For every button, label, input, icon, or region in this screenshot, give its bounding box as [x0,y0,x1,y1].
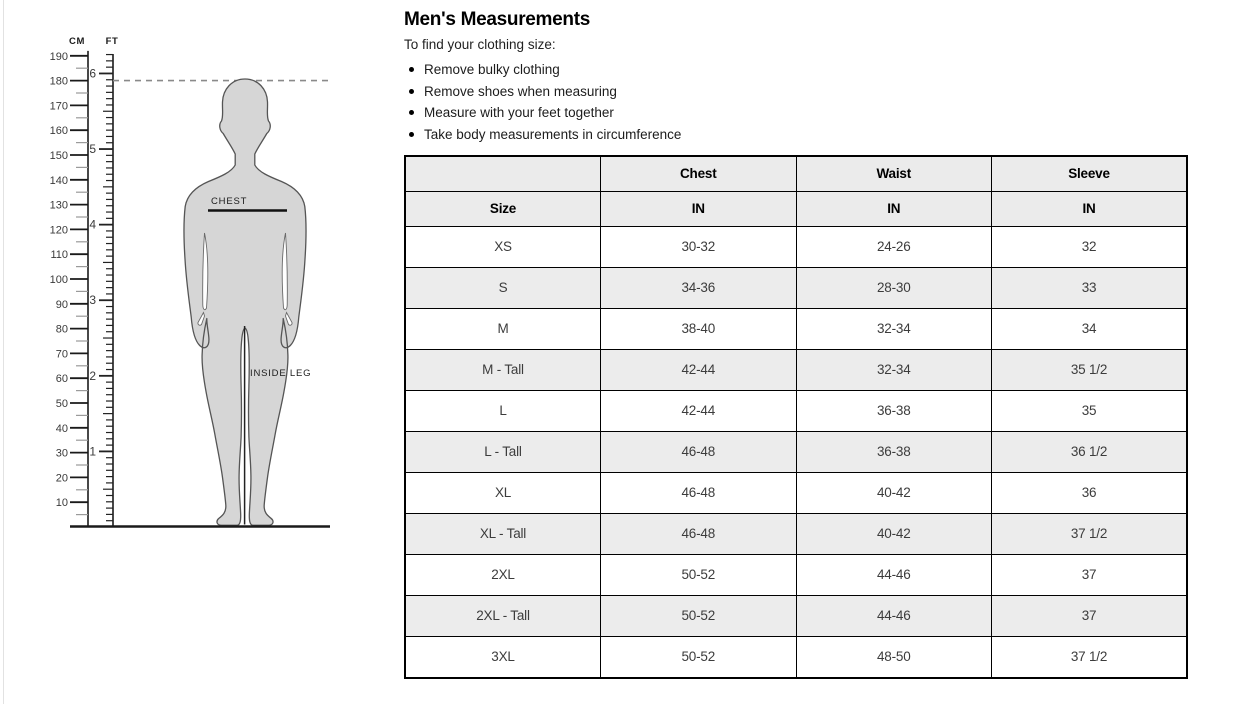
table-row [405,390,1187,431]
table-cell-chest: 50-52 [601,554,797,595]
table-row [405,595,1187,636]
table-cell-waist: 36-38 [796,431,992,472]
ft-tick-label: 5 [89,142,96,157]
cm-tick-label: 100 [49,274,68,286]
tip-item: Take body measurements in circumference [407,126,1188,143]
table-cell-waist: 32-34 [796,349,992,390]
table-cell-size: 3XL [405,636,601,678]
table-cell-chest: 50-52 [601,595,797,636]
column-header-cell: Chest [601,156,797,192]
table-row [405,513,1187,554]
cm-tick-label: 70 [55,348,68,361]
tips-list [404,61,1188,143]
cm-tick-label: 160 [49,125,68,138]
table-cell-chest: 42-44 [601,390,797,431]
table-row [405,226,1187,267]
table-row [405,472,1187,513]
units-header-cell: IN [992,191,1188,226]
table-cell-chest: 34-36 [601,267,797,308]
cm-tick-label: 150 [49,150,68,162]
units-row [405,191,1187,226]
table-cell-chest: 46-48 [601,431,797,472]
column-header-row [405,156,1187,192]
table-cell-sleeve: 37 1/2 [992,513,1188,554]
height-ruler-ft [89,54,113,527]
table-cell-waist: 36-38 [796,390,992,431]
tip-item: Remove bulky clothing [407,61,1188,78]
cm-unit-label: CM [69,36,85,47]
table-cell-waist: 40-42 [796,472,992,513]
cm-tick-label: 30 [55,447,68,460]
table-row [405,636,1187,678]
cm-tick-label: 20 [55,472,68,485]
table-cell-sleeve: 35 1/2 [992,349,1188,390]
table-cell-size: L - Tall [405,431,601,472]
ft-tick-label: 3 [89,293,96,308]
table-cell-sleeve: 37 [992,595,1188,636]
cm-tick-label: 120 [49,224,68,237]
table-cell-sleeve: 37 [992,554,1188,595]
ft-tick-label: 1 [89,444,96,459]
column-header-cell: Sleeve [992,156,1188,192]
table-cell-waist: 40-42 [796,513,992,554]
table-cell-size: M [405,308,601,349]
table-cell-waist: 32-34 [796,308,992,349]
inside-leg-label: INSIDE LEG [250,368,312,379]
ft-tick-label: 4 [89,217,96,232]
table-row [405,267,1187,308]
table-cell-chest: 46-48 [601,472,797,513]
size-table-body [405,226,1187,678]
table-cell-sleeve: 37 1/2 [992,636,1188,678]
units-header-cell: IN [796,191,992,226]
measurement-diagram [0,0,400,704]
intro-text: To find your clothing size: [404,37,556,52]
table-cell-size: XL [405,472,601,513]
table-row [405,554,1187,595]
table-cell-size: XS [405,226,601,267]
cm-tick-label: 80 [55,323,68,336]
table-cell-waist: 24-26 [796,226,992,267]
table-cell-waist: 44-46 [796,595,992,636]
table-row [405,349,1187,390]
table-cell-chest: 46-48 [601,513,797,554]
cm-tick-label: 170 [49,100,68,113]
cm-tick-label: 190 [49,50,68,63]
table-cell-sleeve: 32 [992,226,1188,267]
table-cell-waist: 28-30 [796,267,992,308]
table-cell-sleeve: 34 [992,308,1188,349]
size-table [404,155,1188,679]
table-cell-size: 2XL [405,554,601,595]
ft-tick-label: 6 [89,66,96,81]
ft-tick-label: 2 [89,368,96,383]
table-row [405,308,1187,349]
table-cell-size: XL - Tall [405,513,601,554]
table-cell-chest: 42-44 [601,349,797,390]
cm-tick-label: 50 [55,398,68,410]
table-cell-sleeve: 36 1/2 [992,431,1188,472]
content-panel [404,8,1188,679]
table-row [405,431,1187,472]
column-header-cell: Waist [796,156,992,192]
size-table-head [405,156,1187,227]
tip-item: Measure with your feet together [407,104,1188,121]
table-cell-chest: 30-32 [601,226,797,267]
table-cell-size: L [405,390,601,431]
cm-tick-label: 110 [50,249,68,262]
cm-tick-label: 140 [49,174,68,187]
table-cell-chest: 38-40 [601,308,797,349]
cm-tick-label: 130 [49,199,68,212]
table-cell-size: S [405,267,601,308]
table-cell-sleeve: 35 [992,390,1188,431]
ft-unit-label: FT [105,36,119,47]
column-header-cell [405,156,601,192]
units-header-cell: IN [601,191,797,226]
table-cell-chest: 50-52 [601,636,797,678]
table-cell-sleeve: 33 [992,267,1188,308]
table-cell-sleeve: 36 [992,472,1188,513]
units-header-cell: Size [405,191,601,226]
cm-tick-label: 10 [55,497,68,510]
cm-tick-label: 180 [49,75,68,88]
height-ruler-cm [50,51,88,527]
cm-tick-label: 40 [55,422,68,435]
table-cell-waist: 48-50 [796,636,992,678]
page-title: Men's Measurements [404,9,591,30]
tip-item: Remove shoes when measuring [407,83,1188,100]
cm-tick-label: 90 [55,298,68,311]
table-cell-size: M - Tall [405,349,601,390]
chest-label: CHEST [211,196,248,207]
table-cell-waist: 44-46 [796,554,992,595]
table-cell-size: 2XL - Tall [405,595,601,636]
cm-tick-label: 60 [55,373,68,386]
